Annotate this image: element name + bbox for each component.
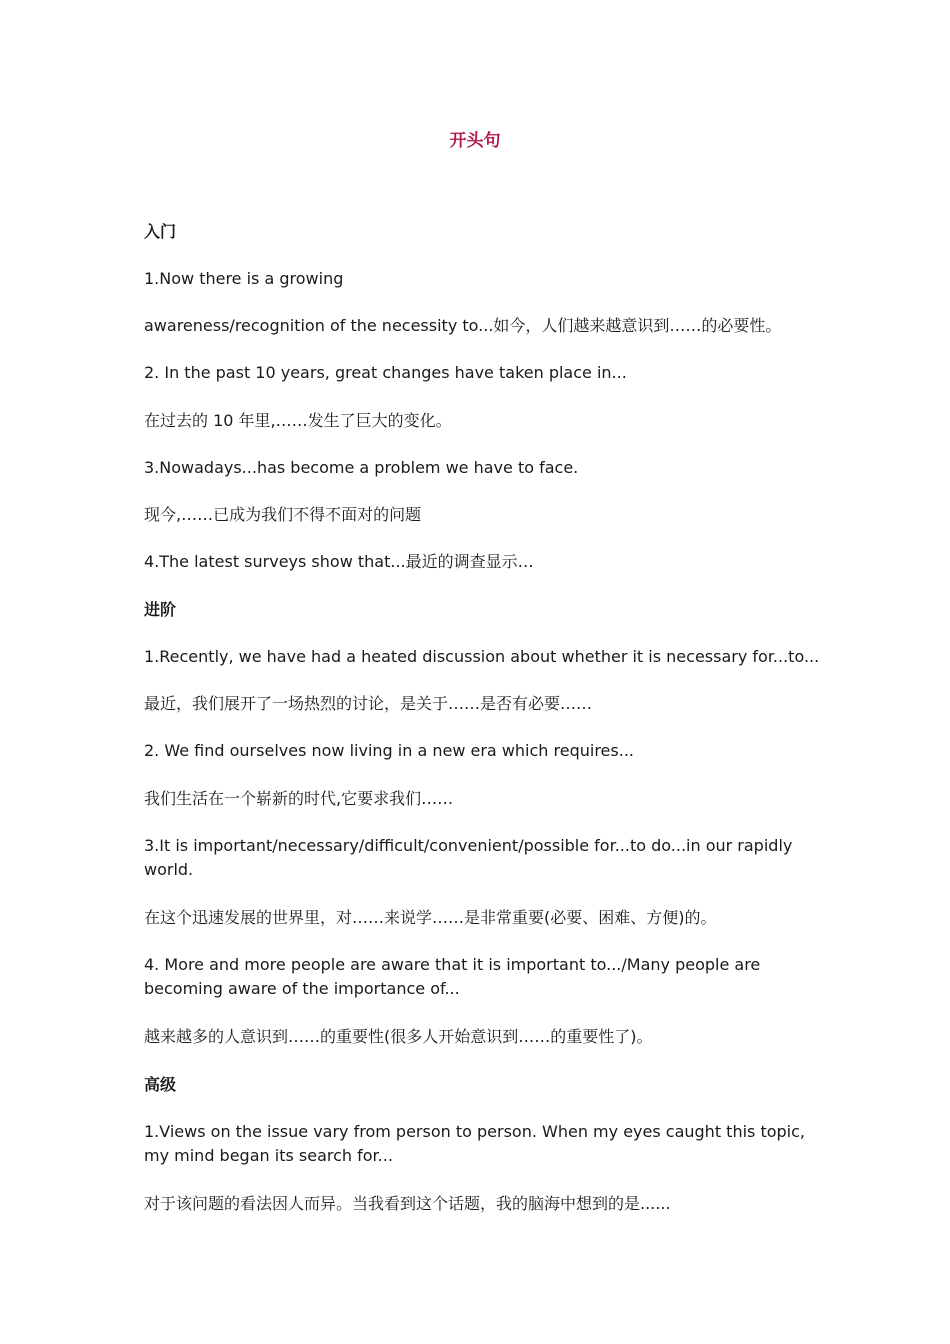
paragraph: 4.The latest surveys show that...最近的调查显示… bbox=[144, 552, 534, 571]
paragraph: 1.Views on the issue vary from person to person. When my eyes caught this topic, my mind began its search for... bbox=[144, 1122, 805, 1165]
section-heading-advanced: 高级 bbox=[144, 1075, 177, 1094]
section-heading-beginner: 入门 bbox=[144, 222, 177, 241]
paragraph: 现今,……已成为我们不得不面对的问题 bbox=[144, 505, 422, 524]
paragraph: 最近，我们展开了一场热烈的讨论，是关于……是否有必要…… bbox=[144, 694, 593, 713]
paragraph: 越来越多的人意识到……的重要性(很多人开始意识到……的重要性了)。 bbox=[144, 1027, 653, 1046]
paragraph: 2. We find ourselves now living in a new era which requires... bbox=[144, 741, 634, 760]
paragraph: 在这个迅速发展的世界里，对……来说学……是非常重要(必要、困难、方便)的。 bbox=[144, 908, 717, 927]
paragraph: 4. More and more people are aware that it is important to.../Many people are becoming aware of the importance of... bbox=[144, 955, 761, 998]
paragraph: 对于该问题的看法因人而异。当我看到这个话题，我的脑海中想到的是...... bbox=[144, 1194, 671, 1213]
paragraph: 3.It is important/necessary/difficult/convenient/possible for...to do...in our rapidly world. bbox=[144, 836, 793, 879]
paragraph: awareness/recognition of the necessity to...如今，人们越来越意识到……的必要性。 bbox=[144, 316, 782, 335]
page-title: 开头句 bbox=[449, 131, 501, 151]
paragraph: 1.Recently, we have had a heated discussion about whether it is necessary for...to... bbox=[144, 647, 820, 666]
paragraph: 在过去的 10 年里,……发生了巨大的变化。 bbox=[144, 411, 452, 430]
paragraph: 2. In the past 10 years, great changes have taken place in... bbox=[144, 363, 627, 382]
section-heading-intermediate: 进阶 bbox=[144, 600, 177, 619]
paragraph: 3.Nowadays...has become a problem we have to face. bbox=[144, 458, 579, 477]
paragraph: 1.Now there is a growing bbox=[144, 269, 344, 288]
paragraph: 我们生活在一个崭新的时代,它要求我们…… bbox=[144, 789, 454, 808]
